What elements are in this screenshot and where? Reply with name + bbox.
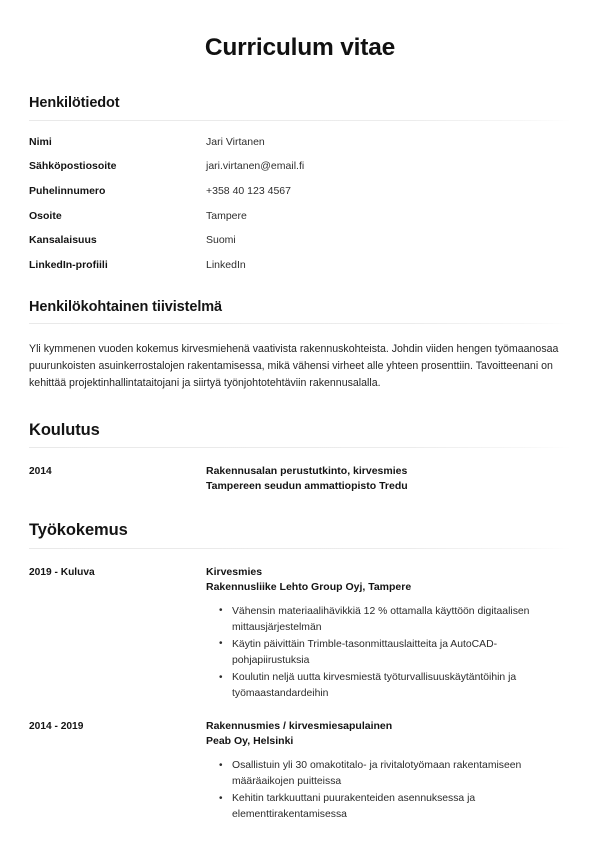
experience-entry bbox=[29, 719, 572, 824]
section-divider bbox=[29, 548, 572, 549]
entry-title: Rakennusalan perustutkinto, kirvesmies bbox=[206, 465, 408, 478]
detail-label: Nimi bbox=[29, 135, 52, 148]
entry-period: 2014 bbox=[29, 466, 52, 478]
personal-details-list bbox=[29, 135, 572, 273]
entry-title: Kirvesmies bbox=[206, 565, 263, 578]
detail-row bbox=[29, 258, 572, 272]
section-divider bbox=[29, 323, 572, 324]
section-heading-education: Koulutus bbox=[29, 420, 100, 439]
entry-body bbox=[206, 719, 572, 824]
entry-period: 2019 - Kuluva bbox=[29, 566, 95, 578]
list-item: • Vähensin materiaalihävikkiä 12 % ottamalla käyttöön digitaalisen mittausjärjestelmän bbox=[232, 604, 572, 636]
detail-value: +358 40 123 4567 bbox=[206, 184, 291, 197]
entry-period: 2014 - 2019 bbox=[29, 721, 84, 733]
entry-organization: Tampereen seudun ammattiopisto Tredu bbox=[206, 480, 408, 493]
section-divider bbox=[29, 447, 572, 448]
detail-value: Suomi bbox=[206, 234, 236, 247]
detail-value: Jari Virtanen bbox=[206, 135, 265, 148]
section-summary bbox=[0, 298, 600, 393]
detail-label: Osoite bbox=[29, 209, 62, 222]
entry-body bbox=[206, 464, 572, 494]
list-item: • Koulutin neljä uutta kirvesmiestä työturvallisuuskäytäntöihin ja työmaastandardeihin bbox=[232, 670, 572, 702]
summary-block bbox=[29, 341, 572, 392]
detail-label: Sähköpostiosoite bbox=[29, 160, 117, 173]
list-item: • Osallistuin yli 30 omakotitalo- ja rivitalotyömaan rakentamiseen määräaikojen puitteissa bbox=[232, 758, 572, 790]
list-item: • Käytin päivittäin Trimble-tasonmittauslaitteita ja AutoCAD-pohjapiirustuksia bbox=[232, 637, 572, 669]
entry-bullet-list bbox=[206, 758, 572, 824]
detail-label: Puhelinnumero bbox=[29, 184, 106, 197]
page-title: Curriculum vitae bbox=[204, 34, 396, 61]
section-divider bbox=[29, 120, 572, 121]
detail-row bbox=[29, 159, 572, 173]
summary-paragraph: Yli kymmenen vuoden kokemus kirvesmiehenä vaativista rakennuskohteista. Johdin viiden hengen työmaanosaa puurunkoisten asuinkerrostalojen rakentamisessa, mikä vähensi virheet alle yhteen prosenttiin. Tavoitteenani on kehittää projektinhallintataitojani ja siirtyä työnjohtotehtäviin rakennusalalla. bbox=[29, 343, 559, 390]
section-heading-personal-details: Henkilötiedot bbox=[29, 95, 120, 112]
section-heading-experience: Työkokemus bbox=[29, 521, 128, 540]
list-item: • Kehitin tarkkuuttani puurakenteiden asennuksessa ja elementtirakentamisessa bbox=[232, 791, 572, 823]
section-heading-summary: Henkilökohtainen tiivistelmä bbox=[29, 299, 222, 316]
section-education bbox=[0, 420, 600, 494]
section-experience bbox=[0, 520, 600, 825]
section-personal-details bbox=[0, 94, 600, 272]
entry-bullet-list bbox=[206, 604, 572, 703]
detail-row bbox=[29, 184, 572, 198]
entry-organization: Peab Oy, Helsinki bbox=[206, 735, 294, 748]
entry-body bbox=[206, 565, 572, 704]
detail-row bbox=[29, 233, 572, 247]
education-entries bbox=[29, 464, 572, 494]
detail-value-linkedin[interactable]: LinkedIn bbox=[206, 258, 246, 271]
detail-label: LinkedIn-profiili bbox=[29, 258, 108, 271]
detail-row bbox=[29, 135, 572, 149]
education-entry bbox=[29, 464, 572, 494]
detail-label: Kansalaisuus bbox=[29, 234, 97, 247]
experience-entry bbox=[29, 565, 572, 704]
detail-value: jari.virtanen@email.fi bbox=[206, 160, 305, 173]
detail-value: Tampere bbox=[206, 209, 247, 222]
detail-row bbox=[29, 209, 572, 223]
entry-organization: Rakennusliike Lehto Group Oyj, Tampere bbox=[206, 580, 412, 593]
experience-entries bbox=[29, 565, 572, 825]
entry-title: Rakennusmies / kirvesmiesapulainen bbox=[206, 720, 393, 733]
